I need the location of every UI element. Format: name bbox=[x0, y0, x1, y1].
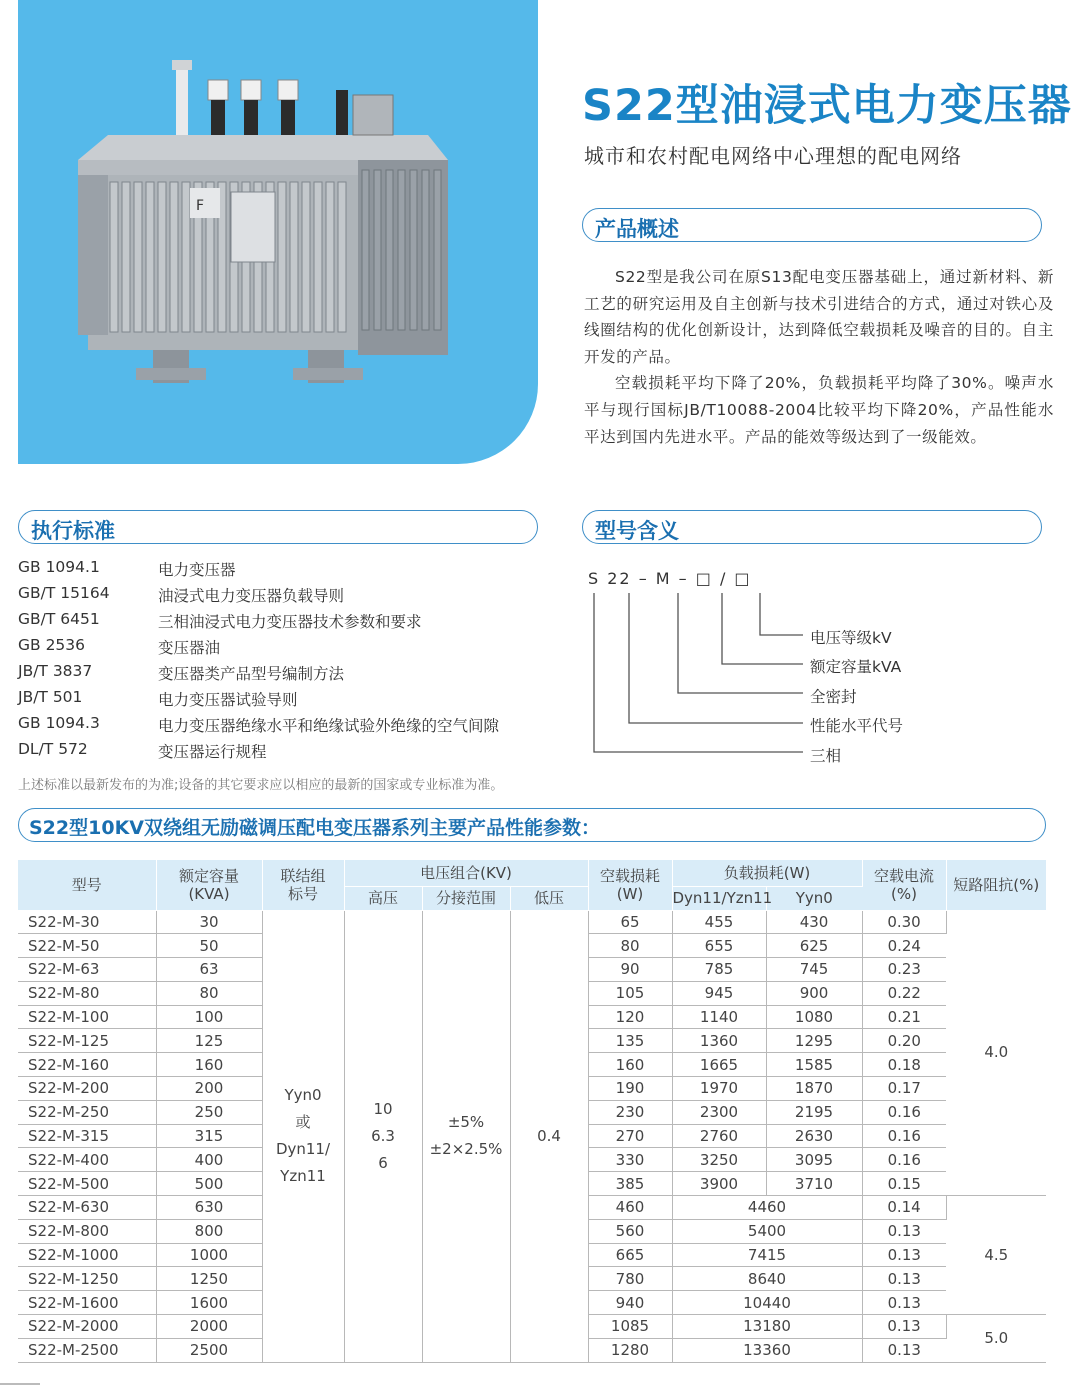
standard-code: GB 1094.3 bbox=[18, 714, 100, 732]
header-dyn: Dyn11/Yzn11 bbox=[672, 886, 766, 910]
model-heading-bar bbox=[582, 510, 1042, 544]
overview-heading-bar bbox=[582, 208, 1042, 242]
cell-load-yyn: 1295 bbox=[766, 1029, 862, 1053]
standard-code: JB/T 3837 bbox=[18, 662, 93, 680]
model-legend-voltage: 电压等级kV bbox=[810, 629, 892, 647]
page-title: S22型油浸式电力变压器 bbox=[582, 81, 1072, 131]
standard-code: DL/T 572 bbox=[18, 740, 88, 758]
cell-load-yyn: 625 bbox=[766, 934, 862, 958]
cell-current: 0.16 bbox=[862, 1148, 946, 1172]
cell-capacity: 1600 bbox=[156, 1291, 262, 1315]
cell-noload: 270 bbox=[588, 1124, 672, 1148]
cell-load: 13360 bbox=[672, 1338, 862, 1362]
group-line: Dyn11/ bbox=[275, 1140, 331, 1159]
cell-impedance: 5.0 bbox=[946, 1315, 1046, 1363]
cell-load: 4460 bbox=[672, 1196, 862, 1220]
cell-model: S22-M-630 bbox=[18, 1196, 156, 1220]
cell-load-yyn: 745 bbox=[766, 958, 862, 982]
cell-capacity: 200 bbox=[156, 1077, 262, 1101]
cell-capacity: 250 bbox=[156, 1100, 262, 1124]
cell-load-yyn: 1870 bbox=[766, 1077, 862, 1101]
header-current: 空载电流 (%) bbox=[862, 860, 946, 910]
cell-capacity: 1000 bbox=[156, 1243, 262, 1267]
cell-load-yyn: 2630 bbox=[766, 1124, 862, 1148]
cell-capacity: 63 bbox=[156, 958, 262, 982]
cell-current: 0.13 bbox=[862, 1315, 946, 1339]
cell-noload: 940 bbox=[588, 1291, 672, 1315]
group-line: 或 bbox=[295, 1113, 311, 1132]
cell-load-yyn: 3710 bbox=[766, 1172, 862, 1196]
cell-model: S22-M-2500 bbox=[18, 1338, 156, 1362]
standard-code: GB 1094.1 bbox=[18, 558, 100, 576]
standard-name: 变压器类产品型号编制方法 bbox=[158, 665, 345, 683]
cell-load-yyn: 1080 bbox=[766, 1005, 862, 1029]
cell-load-dyn: 3900 bbox=[672, 1172, 766, 1196]
cell-current: 0.17 bbox=[862, 1077, 946, 1101]
header-tap: 分接范围 bbox=[422, 886, 510, 910]
cell-capacity: 160 bbox=[156, 1053, 262, 1077]
cell-current: 0.18 bbox=[862, 1053, 946, 1077]
cell-capacity: 1250 bbox=[156, 1267, 262, 1291]
cell-current: 0.30 bbox=[862, 910, 946, 934]
cell-capacity: 2000 bbox=[156, 1315, 262, 1339]
cell-noload: 1085 bbox=[588, 1315, 672, 1339]
cell-model: S22-M-50 bbox=[18, 934, 156, 958]
cell-current: 0.16 bbox=[862, 1124, 946, 1148]
cell-capacity: 315 bbox=[156, 1124, 262, 1148]
transformer-illustration bbox=[18, 0, 538, 464]
standard-name: 电力变压器绝缘水平和绝缘试验外绝缘的空气间隙 bbox=[158, 717, 500, 735]
standard-code: GB/T 6451 bbox=[18, 610, 100, 628]
standard-name: 变压器油 bbox=[158, 639, 221, 657]
cell-model: S22-M-63 bbox=[18, 958, 156, 982]
header-load: 负载损耗(W) bbox=[672, 860, 862, 886]
cell-group bbox=[262, 910, 344, 1362]
cell-load-yyn: 430 bbox=[766, 910, 862, 934]
header-voltage: 电压组合(KV) bbox=[344, 860, 588, 886]
cell-tap bbox=[422, 910, 510, 1362]
cell-load-yyn: 900 bbox=[766, 981, 862, 1005]
standard-name: 电力变压器试验导则 bbox=[158, 691, 298, 709]
standard-code: GB/T 15164 bbox=[18, 584, 110, 602]
cell-load: 8640 bbox=[672, 1267, 862, 1291]
cell-current: 0.23 bbox=[862, 958, 946, 982]
hv-line: 6.3 bbox=[371, 1126, 395, 1145]
cell-noload: 90 bbox=[588, 958, 672, 982]
model-legend-performance: 性能水平代号 bbox=[810, 717, 904, 735]
cell-noload: 665 bbox=[588, 1243, 672, 1267]
overview-paragraph: S22型是我公司在原S13配电变压器基础上，通过新材料、新工艺的研究运用及自主创新与技术引进结合的方式，通过对铁心及线圈结构的优化创新设计，达到降低空载损耗及噪音的目的。自主开发的产品。 bbox=[584, 268, 1054, 366]
cell-model: S22-M-30 bbox=[18, 910, 156, 934]
standard-name: 油浸式电力变压器负载导则 bbox=[158, 587, 345, 605]
standard-code: JB/T 501 bbox=[18, 688, 83, 706]
cell-current: 0.22 bbox=[862, 981, 946, 1005]
cell-noload: 230 bbox=[588, 1100, 672, 1124]
cell-capacity: 2500 bbox=[156, 1338, 262, 1362]
tap-line: ±5% bbox=[447, 1113, 485, 1132]
cell-impedance: 4.0 bbox=[946, 910, 1046, 1196]
cell-model: S22-M-400 bbox=[18, 1148, 156, 1172]
cell-current: 0.13 bbox=[862, 1243, 946, 1267]
cell-impedance: 4.5 bbox=[946, 1196, 1046, 1315]
cell-load-dyn: 655 bbox=[672, 934, 766, 958]
cell-load-dyn: 1360 bbox=[672, 1029, 766, 1053]
cell-model: S22-M-200 bbox=[18, 1077, 156, 1101]
svg-text:F: F bbox=[196, 198, 205, 214]
hv-line: 6 bbox=[378, 1153, 388, 1172]
page-subtitle: 城市和农村配电网络中心理想的配电网络 bbox=[584, 144, 962, 168]
overview-paragraph: 空载损耗平均下降了20%，负载损耗平均降了30%。噪声水平与现行国标JB/T10088-2004比较平均下降20%，产品性能水平达到国内先进水平。产品的能效等级达到了一级能效。 bbox=[584, 374, 1054, 446]
header-impedance: 短路阻抗(%) bbox=[946, 860, 1046, 910]
cell-load-dyn: 455 bbox=[672, 910, 766, 934]
table-row bbox=[18, 910, 1046, 934]
group-line: Yzn11 bbox=[280, 1167, 326, 1186]
cell-current: 0.24 bbox=[862, 934, 946, 958]
header-yyn: Yyn0 bbox=[766, 886, 862, 910]
cell-load-dyn: 1140 bbox=[672, 1005, 766, 1029]
cell-model: S22-M-125 bbox=[18, 1029, 156, 1053]
header-hv: 高压 bbox=[344, 886, 422, 910]
cell-model: S22-M-80 bbox=[18, 981, 156, 1005]
model-diagram-lines bbox=[585, 590, 805, 760]
standard-name: 变压器运行规程 bbox=[158, 743, 267, 761]
header-lv: 低压 bbox=[510, 886, 588, 910]
cell-current: 0.16 bbox=[862, 1100, 946, 1124]
cell-model: S22-M-500 bbox=[18, 1172, 156, 1196]
header-noload: 空载损耗 (W) bbox=[588, 860, 672, 910]
cell-load-dyn: 2760 bbox=[672, 1124, 766, 1148]
cell-current: 0.13 bbox=[862, 1291, 946, 1315]
cell-lv: 0.4 bbox=[510, 910, 588, 1362]
spec-table bbox=[18, 860, 1046, 1363]
table-title-bar bbox=[18, 808, 1046, 842]
cell-noload: 120 bbox=[588, 1005, 672, 1029]
cell-noload: 780 bbox=[588, 1267, 672, 1291]
overview-text bbox=[584, 264, 1054, 450]
cell-capacity: 100 bbox=[156, 1005, 262, 1029]
tap-line: ±2×2.5% bbox=[429, 1140, 503, 1159]
cell-model: S22-M-800 bbox=[18, 1219, 156, 1243]
model-legend-phase: 三相 bbox=[810, 747, 842, 765]
cell-model: S22-M-100 bbox=[18, 1005, 156, 1029]
cell-noload: 190 bbox=[588, 1077, 672, 1101]
header-capacity: 额定容量 (KVA) bbox=[156, 860, 262, 910]
overview-heading: 产品概述 bbox=[595, 217, 679, 241]
cell-model: S22-M-2000 bbox=[18, 1315, 156, 1339]
cell-capacity: 50 bbox=[156, 934, 262, 958]
cell-current: 0.13 bbox=[862, 1338, 946, 1362]
cell-load-dyn: 1665 bbox=[672, 1053, 766, 1077]
cell-load-yyn: 3095 bbox=[766, 1148, 862, 1172]
cell-noload: 385 bbox=[588, 1172, 672, 1196]
model-legend-sealed: 全密封 bbox=[810, 688, 857, 706]
cell-noload: 330 bbox=[588, 1148, 672, 1172]
cell-load: 7415 bbox=[672, 1243, 862, 1267]
cell-model: S22-M-250 bbox=[18, 1100, 156, 1124]
standards-heading: 执行标准 bbox=[31, 519, 115, 543]
cell-noload: 80 bbox=[588, 934, 672, 958]
cell-capacity: 800 bbox=[156, 1219, 262, 1243]
cell-hv bbox=[344, 910, 422, 1362]
standards-note: 上述标准以最新发布的为准;设备的其它要求应以相应的最新的国家或专业标准为准。 bbox=[18, 778, 504, 793]
cell-capacity: 400 bbox=[156, 1148, 262, 1172]
cell-capacity: 125 bbox=[156, 1029, 262, 1053]
cell-noload: 105 bbox=[588, 981, 672, 1005]
cell-model: S22-M-160 bbox=[18, 1053, 156, 1077]
cell-noload: 560 bbox=[588, 1219, 672, 1243]
model-heading: 型号含义 bbox=[595, 519, 679, 543]
header-group: 联结组 标号 bbox=[262, 860, 344, 910]
cell-capacity: 30 bbox=[156, 910, 262, 934]
cell-noload: 160 bbox=[588, 1053, 672, 1077]
cell-load-dyn: 785 bbox=[672, 958, 766, 982]
cell-load-dyn: 2300 bbox=[672, 1100, 766, 1124]
cell-model: S22-M-315 bbox=[18, 1124, 156, 1148]
standard-name: 三相油浸式电力变压器技术参数和要求 bbox=[158, 613, 422, 631]
bottom-rule bbox=[0, 1383, 40, 1385]
cell-model: S22-M-1000 bbox=[18, 1243, 156, 1267]
cell-capacity: 80 bbox=[156, 981, 262, 1005]
cell-current: 0.21 bbox=[862, 1005, 946, 1029]
table-title: S22型10KV双绕组无励磁调压配电变压器系列主要产品性能参数： bbox=[29, 817, 600, 839]
cell-load: 5400 bbox=[672, 1219, 862, 1243]
product-photo bbox=[18, 0, 538, 464]
cell-current: 0.13 bbox=[862, 1267, 946, 1291]
cell-current: 0.20 bbox=[862, 1029, 946, 1053]
standard-code: GB 2536 bbox=[18, 636, 86, 654]
cell-load-dyn: 3250 bbox=[672, 1148, 766, 1172]
cell-load: 10440 bbox=[672, 1291, 862, 1315]
cell-current: 0.15 bbox=[862, 1172, 946, 1196]
cell-current: 0.14 bbox=[862, 1196, 946, 1220]
cell-noload: 65 bbox=[588, 910, 672, 934]
cell-noload: 1280 bbox=[588, 1338, 672, 1362]
cell-model: S22-M-1600 bbox=[18, 1291, 156, 1315]
cell-noload: 135 bbox=[588, 1029, 672, 1053]
cell-load: 13180 bbox=[672, 1315, 862, 1339]
cell-capacity: 630 bbox=[156, 1196, 262, 1220]
model-legend-capacity: 额定容量kVA bbox=[810, 658, 902, 676]
cell-load-dyn: 1970 bbox=[672, 1077, 766, 1101]
standard-name: 电力变压器 bbox=[158, 561, 236, 579]
model-code: S 22 – M – □ / □ bbox=[588, 569, 752, 588]
hv-line: 10 bbox=[373, 1099, 393, 1118]
header-model: 型号 bbox=[18, 860, 156, 910]
cell-capacity: 500 bbox=[156, 1172, 262, 1196]
group-line: Yyn0 bbox=[284, 1086, 322, 1105]
cell-load-dyn: 945 bbox=[672, 981, 766, 1005]
cell-current: 0.13 bbox=[862, 1219, 946, 1243]
cell-load-yyn: 2195 bbox=[766, 1100, 862, 1124]
cell-load-yyn: 1585 bbox=[766, 1053, 862, 1077]
cell-model: S22-M-1250 bbox=[18, 1267, 156, 1291]
standards-heading-bar bbox=[18, 510, 538, 544]
cell-noload: 460 bbox=[588, 1196, 672, 1220]
